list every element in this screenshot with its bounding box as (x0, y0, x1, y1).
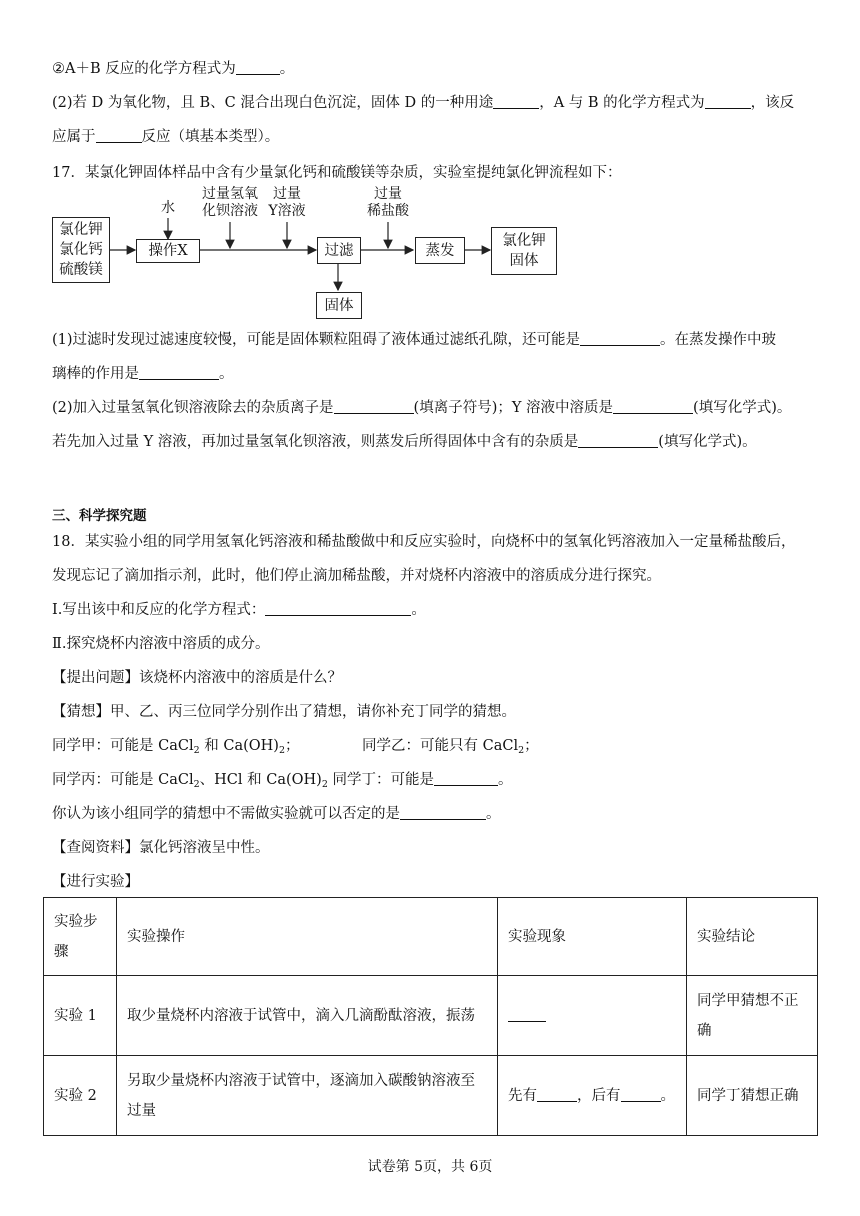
q18-reject: 你认为该小组同学的猜想中不需做实验就可以否定的是 。 (52, 806, 501, 822)
table-cell-phenom: 先有 ，后有 。 (498, 1056, 687, 1136)
table-header-row (44, 898, 818, 976)
q17-sub1-line1: (1)过滤时发现过滤速度较慢，可能是固体颗粒阻碍了液体通过滤纸孔隙，还可能是 。在蒸发操作中玻 (52, 332, 777, 348)
answer-blank[interactable] (537, 1087, 577, 1102)
answer-blank[interactable] (334, 399, 414, 414)
flow-opx-box: 操作X (136, 239, 200, 263)
q18-stem-line1: 18．某实验小组的同学用氢氧化钙溶液和稀盐酸做中和反应实验时，向烧杯中的氢氧化钙溶液加入一定量稀盐酸后， (52, 534, 796, 550)
answer-blank[interactable] (580, 331, 660, 346)
flow-label-hcl: 过量 稀盐酸 (367, 186, 409, 219)
q18-guess-bing: 同学丙：可能是 CaCl$_2$、HCl 和 $Ca(OH)_2$ 同学丁：可能是 。 (52, 772, 513, 790)
q17-sub3-line: 若先加入过量 Y 溶液，再加过量氢氧化钡溶液，则蒸发后所得固体中含有的杂质是 (填写化学式)。 (52, 434, 757, 450)
flow-evaporate-box: 蒸发 (415, 237, 465, 264)
flow-label-y: 过量 Y溶液 (268, 186, 306, 219)
flow-sample-box: 氯化钾 氯化钙 硫酸镁 (52, 217, 110, 283)
flow-filter-box: 过滤 (317, 237, 361, 264)
q18-guess: 【猜想】甲、乙、丙三位同学分别作出了猜想，请你补充丁同学的猜想。 (52, 704, 516, 720)
table-header-step: 实验步 骤 (44, 898, 117, 976)
table-cell-conclusion: 同学甲猜想不正 确 (687, 976, 818, 1056)
answer-blank[interactable] (508, 1007, 546, 1022)
table-row (44, 976, 818, 1056)
flowchart-arrows (0, 0, 860, 330)
page-footer: 试卷第 5页，共 6页 (367, 1159, 493, 1175)
q18-info: 【查阅资料】氯化钙溶液呈中性。 (52, 840, 270, 856)
answer-blank[interactable] (578, 433, 658, 448)
answer-blank[interactable] (621, 1087, 661, 1102)
q18-part2: Ⅱ.探究烧杯内溶液中溶质的成分。 (52, 636, 270, 652)
answer-blank[interactable] (265, 601, 411, 616)
q16-sub2-line2: 应属于 反应（填基本类型）。 (52, 129, 280, 145)
q16-part2-label: ②A＋B 反应的化学方程式为 (52, 61, 236, 77)
table-header-op: 实验操作 (117, 898, 498, 976)
q18-question: 【提出问题】该烧杯内溶液中的溶质是什么？ (52, 670, 342, 686)
q17-sub1-line2: 璃棒的作用是 。 (52, 366, 234, 382)
q17-stem: 17．某氯化钾固体样品中含有少量氯化钙和硫酸镁等杂质，实验室提纯氯化钾流程如下： (52, 165, 622, 181)
table-header-phenom: 实验现象 (498, 898, 687, 976)
q18-part1: Ⅰ.写出该中和反应的化学方程式： 。 (52, 602, 426, 618)
q16-part2-line: ②A＋B 反应的化学方程式为 。 (52, 61, 295, 77)
table-row (44, 1056, 818, 1136)
experiment-table (43, 897, 818, 1136)
table-cell-step: 实验 2 (44, 1056, 117, 1136)
flow-solid-box: 固体 (316, 292, 362, 319)
answer-blank[interactable] (400, 805, 486, 820)
table-cell-conclusion: 同学丁猜想正确 (687, 1056, 818, 1136)
q18-guess-yi: 同学乙：可能只有 CaCl$_2$； (362, 738, 539, 756)
flow-label-baoh: 过量氢氧 化钡溶液 (202, 186, 258, 219)
answer-blank[interactable] (139, 365, 219, 380)
answer-blank[interactable] (613, 399, 693, 414)
q17-sub2-line1: (2)加入过量氢氧化钡溶液除去的杂质离子是 (填离子符号)；Y 溶液中溶质是 (填写化学式)。 (52, 400, 792, 416)
table-cell-phenom (498, 976, 687, 1056)
q18-exp-tag: 【进行实验】 (52, 874, 139, 890)
answer-blank[interactable] (434, 771, 498, 786)
section-heading: 三、科学探究题 (52, 508, 147, 524)
q16-sub2-line1: (2)若 D 为氧化物，且 B、C 混合出现白色沉淀，固体 D 的一种用途 ，A 与 B 的化学方程式为 ，该反 (52, 95, 795, 111)
q18-guess-jia: 同学甲：可能是 CaCl$_2$ 和 $Ca(OH)_2$； (52, 738, 300, 756)
table-header-conclusion: 实验结论 (687, 898, 818, 976)
table-cell-op: 取少量烧杯内溶液于试管中，滴入几滴酚酞溶液，振荡 (117, 976, 498, 1056)
table-cell-op: 另取少量烧杯内溶液于试管中，逐滴加入碳酸钠溶液至 过量 (117, 1056, 498, 1136)
q18-stem-line2: 发现忘记了滴加指示剂，此时，他们停止滴加稀盐酸，并对烧杯内溶液中的溶质成分进行探究。 (52, 568, 661, 584)
table-cell-step: 实验 1 (44, 976, 117, 1056)
flow-label-water: 水 (161, 200, 175, 216)
flow-product-box: 氯化钾 固体 (491, 227, 557, 275)
